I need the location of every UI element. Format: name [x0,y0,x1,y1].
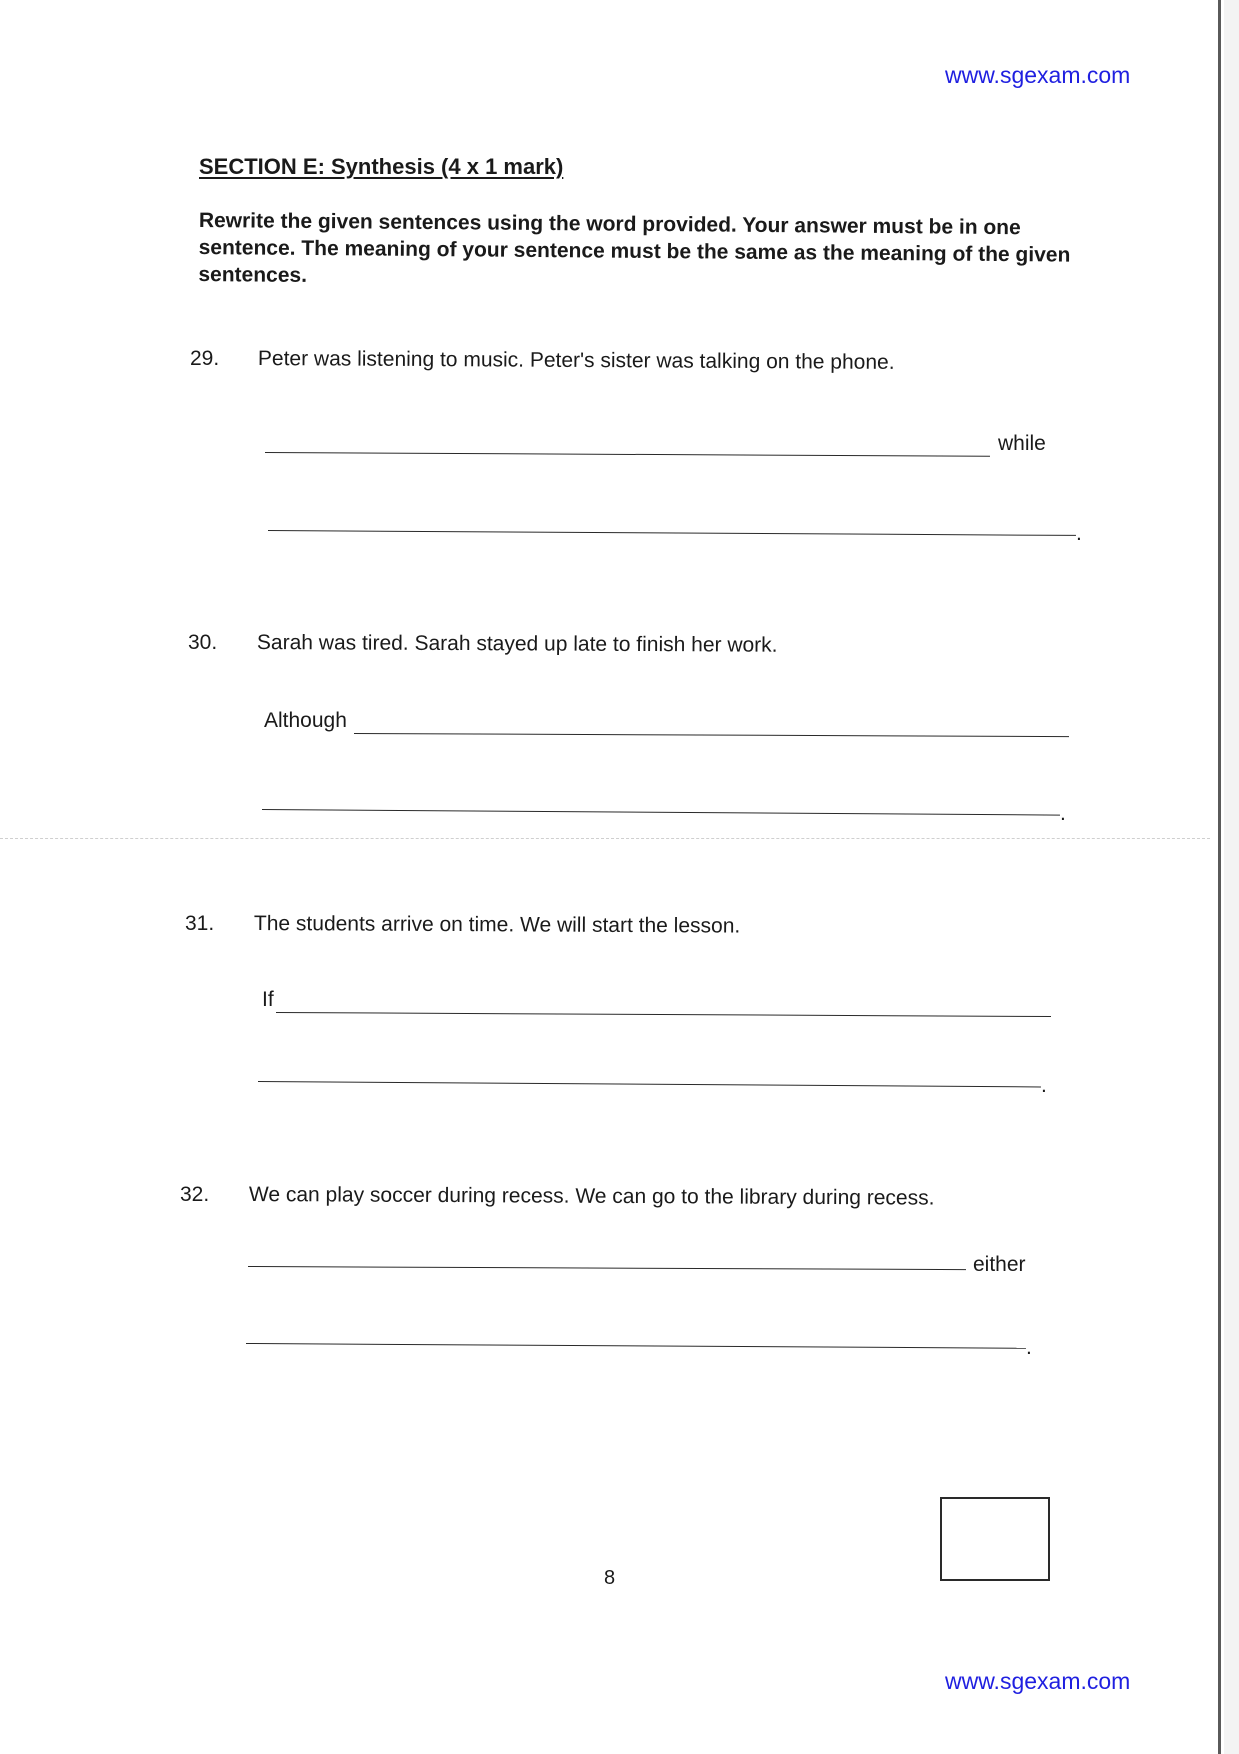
answer-line[interactable] [246,1343,1026,1349]
question-number: 31. [185,912,215,935]
cue-word: either [973,1253,1026,1276]
cue-word: If [262,988,274,1011]
question-text: Sarah was tired. Sarah stayed up late to finish her work. [256,631,778,657]
answer-line[interactable] [262,809,1060,816]
full-stop: . [1041,1074,1047,1097]
scan-fold-line [0,838,1210,839]
page-edge-shadow [1224,0,1239,1754]
score-box[interactable] [940,1497,1050,1581]
answer-line[interactable] [248,1266,966,1270]
answer-line[interactable] [258,1081,1041,1087]
question-number: 32. [180,1183,210,1206]
answer-line[interactable] [276,1012,1051,1017]
question-text: Peter was listening to music. Peter's sister was talking on the phone. [257,347,895,374]
page-edge [1218,0,1221,1754]
full-stop: . [1076,522,1082,545]
answer-line[interactable] [354,733,1069,737]
page-number: 8 [604,1567,616,1589]
watermark-bottom[interactable]: www.sgexam.com [945,1668,1131,1694]
full-stop: . [1060,802,1066,825]
question-text: We can play soccer during recess. We can go to the library during recess. [248,1183,935,1210]
question-text: The students arrive on time. We will start the lesson. [253,912,741,938]
cue-word: Although [264,709,347,732]
answer-line[interactable] [268,530,1076,536]
section-title: SECTION E: Synthesis (4 x 1 mark) [199,154,564,179]
full-stop: . [1026,1336,1032,1359]
cue-word: while [998,432,1046,455]
question-number: 29. [190,347,220,370]
answer-line[interactable] [265,452,990,457]
question-number: 30. [188,631,218,654]
watermark-top[interactable]: www.sgexam.com [945,62,1131,88]
instructions: Rewrite the given sentences using the word provided. Your answer must be in one sentence. The meaning of your sentence must be the same as the meaning of the given sentences. [198,208,1071,287]
